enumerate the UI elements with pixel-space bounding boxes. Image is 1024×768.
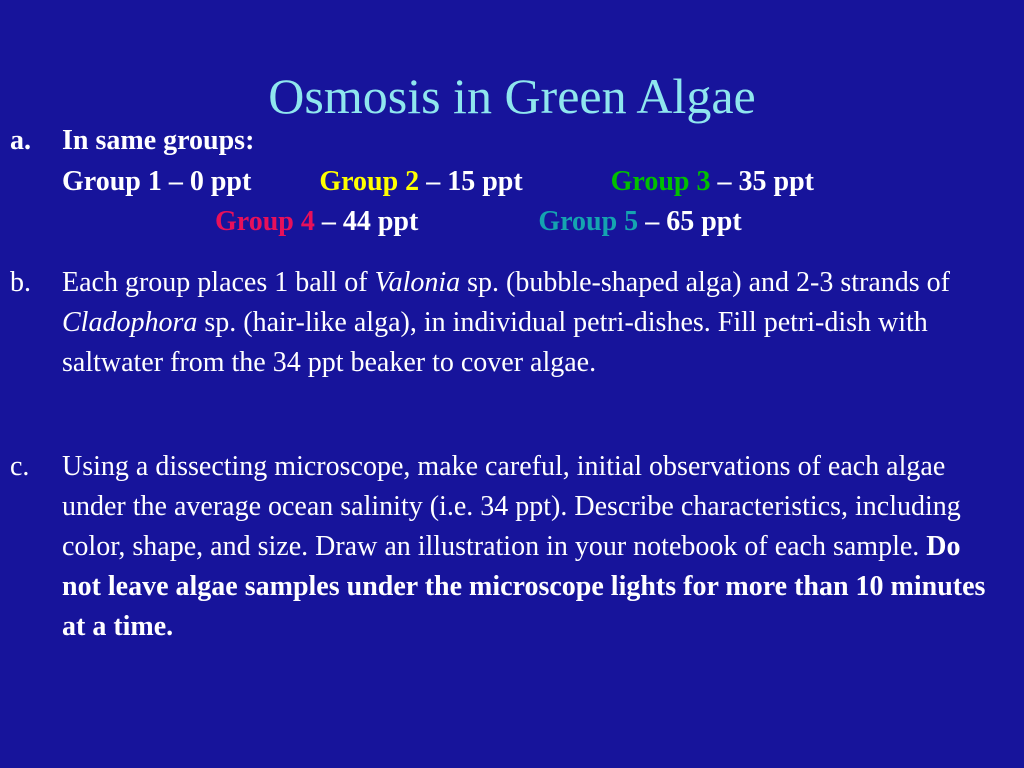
procedure-text-c [62,447,1000,647]
list-item-a [10,121,1000,161]
group-2-value: – 15 ppt [419,166,523,197]
text-part: sp. (hair-like alga), in individual petri-dishes. Fill petri-dish with saltwater from the 34 ppt beaker to cover algae. [62,307,928,378]
group-5 [538,206,741,237]
group-4-label: Group 4 [215,206,315,237]
list-item-b [10,263,1000,383]
list-marker-b: b. [10,267,31,298]
group-2 [319,166,522,197]
warning-text: Do not leave algae samples under the microscope lights for more than 10 minutes at a time. [62,531,986,642]
group-2-label: Group 2 [319,166,420,197]
text-part: Using a dissecting microscope, make careful, initial observations of each algae under the average ocean salinity (i.e. 34 ppt). Describe characteristics, including color, shape, and size. Draw an illustration in your notebook of each sample. [62,451,961,562]
slide-title: Osmosis in Green Algae [268,68,756,124]
species-cladophora: Cladophora [62,307,198,338]
text-part: sp. (bubble-shaped alga) and 2-3 strands of [460,267,950,298]
group-5-value: – 65 ppt [638,206,742,237]
group-3-value: – 35 ppt [710,166,814,197]
species-valonia: Valonia [374,267,461,298]
group-1-value: – 0 ppt [161,166,252,197]
groups-heading: In same groups: [62,125,255,156]
groups-line-2 [62,202,742,242]
list-marker-a: a. [10,125,31,156]
group-5-label: Group 5 [538,206,639,237]
groups-line-1 [62,162,814,202]
procedure-text-b [62,263,1000,383]
group-1 [62,166,251,197]
group-1-label: Group 1 [62,166,162,197]
text-part: Each group places 1 ball of [62,267,375,298]
group-3 [611,166,814,197]
group-3-label: Group 3 [610,166,711,197]
group-4-value: – 44 ppt [314,206,419,237]
group-4 [215,206,418,237]
list-marker-c: c. [10,451,30,482]
list-item-c [10,447,1000,647]
